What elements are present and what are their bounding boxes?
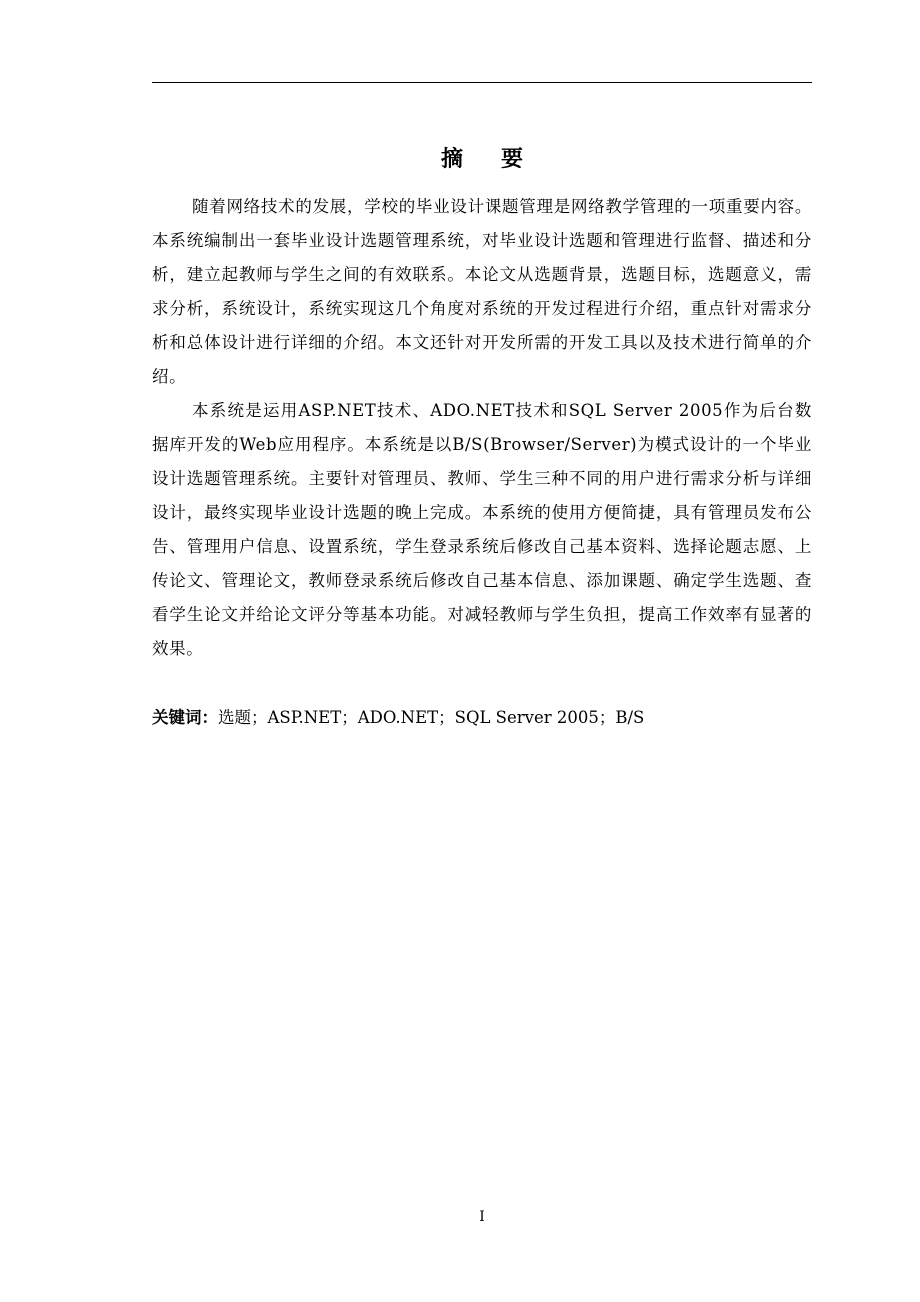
abstract-title: 摘要 — [440, 147, 561, 172]
keywords-value: 选题；ASP.NET；ADO.NET；SQL Server 2005；B/S — [218, 708, 645, 727]
page-number: I — [479, 1209, 485, 1225]
header-rule — [152, 82, 812, 83]
abstract-paragraph-2: 本系统是运用ASP.NET技术、ADO.NET技术和SQL Server 2005作为后台数据库开发的Web应用程序。本系统是以B/S(Browser/Server)为模式设计的一个毕业设计选题管理系统。主要针对管理员、教师、学生三种不同的用户进行需求分析与详细设计，最终实现毕业设计选题的晚上完成。本系统的使用方便简捷，具有管理员发布公告、管理用户信息、设置系统，学生登录系统后修改自己基本资料、选择论题志愿、上传论文、管理论文，教师登录系统后修改自己基本信息、添加课题、确定学生选题、查看学生论文并给论文评分等基本功能。对减轻教师与学生负担，提高工作效率有显著的效果。 — [152, 401, 812, 658]
keywords-label: 关键词： — [152, 708, 218, 727]
keywords-line — [152, 703, 812, 733]
abstract-body — [152, 190, 812, 666]
abstract-paragraph-1: 随着网络技术的发展，学校的毕业设计课题管理是网络教学管理的一项重要内容。本系统编制出一套毕业设计选题管理系统，对毕业设计选题和管理进行监督、描述和分析，建立起教师与学生之间的有效联系。本论文从选题背景，选题目标，选题意义，需求分析，系统设计，系统实现这几个角度对系统的开发过程进行介绍，重点针对需求分析和总体设计进行详细的介绍。本文还针对开发所需的开发工具以及技术进行简单的介绍。 — [152, 197, 812, 386]
